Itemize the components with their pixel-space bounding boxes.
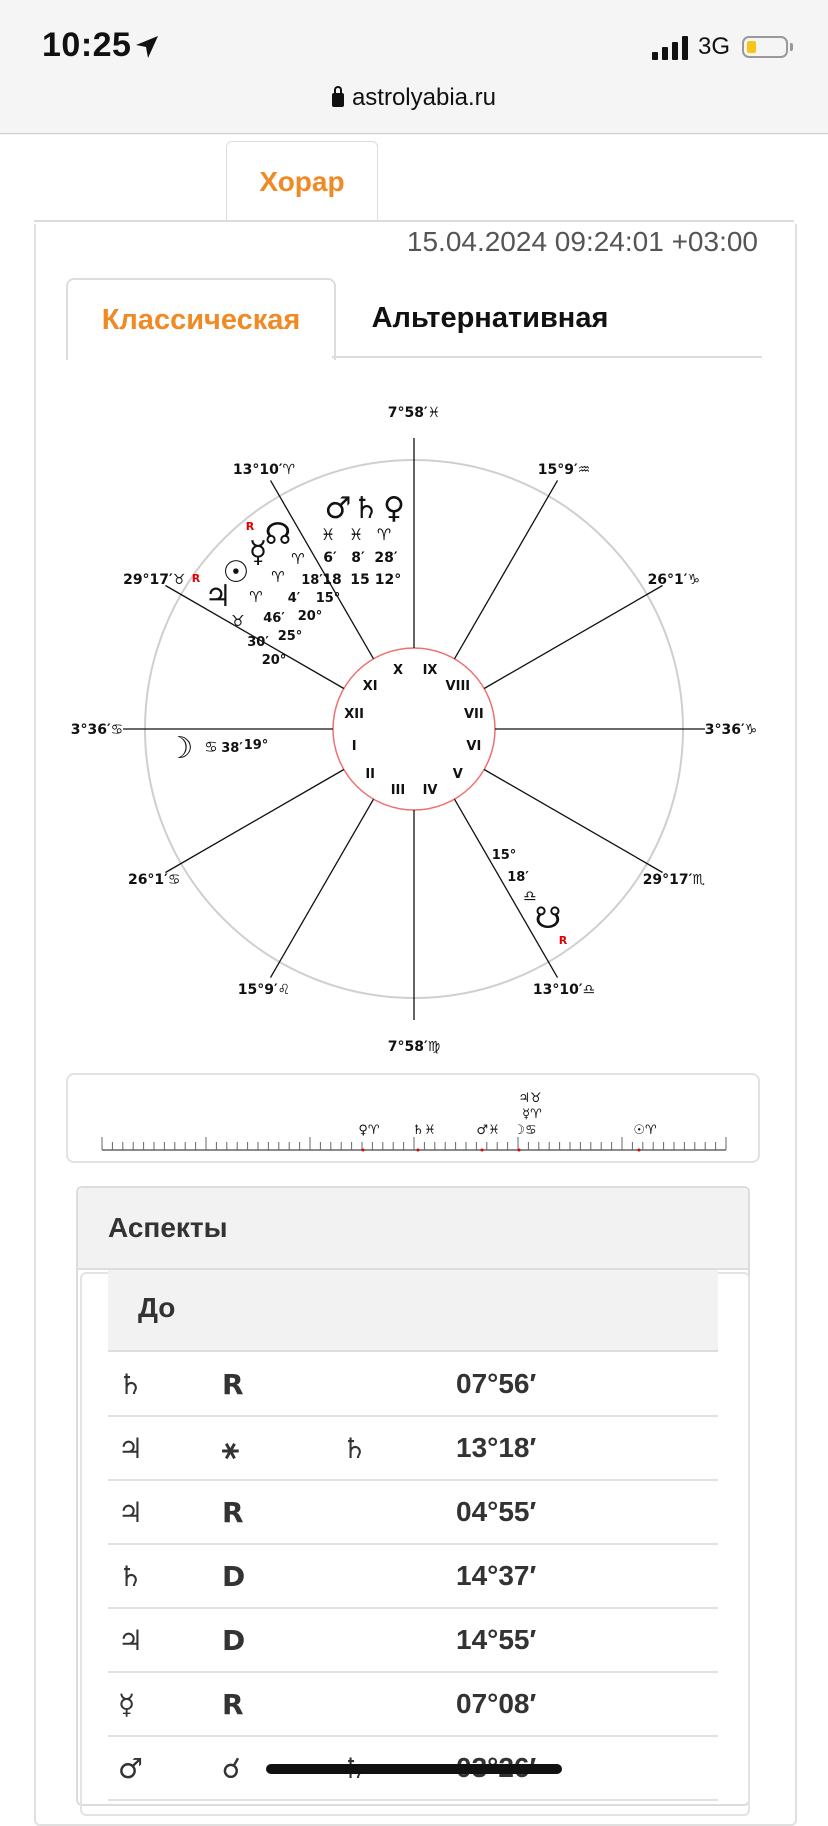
planet-sign: ♓ bbox=[348, 525, 364, 544]
cusp-label: 13°10′♈ bbox=[232, 462, 296, 479]
aspect-planet-1: ♄ bbox=[118, 1560, 144, 1593]
cusp-label: 15°9′♌ bbox=[237, 981, 291, 998]
planet-degrees: 15 bbox=[350, 572, 370, 588]
aspects-section-label: До bbox=[138, 1292, 176, 1323]
house-numerals bbox=[344, 663, 484, 798]
status-time: 10:25 bbox=[42, 26, 132, 64]
lock-icon bbox=[332, 93, 344, 107]
tab-classic[interactable]: Классическая bbox=[66, 278, 336, 360]
house-numeral: V bbox=[452, 766, 463, 782]
cusp-label: 7°58′♓ bbox=[387, 405, 441, 421]
cusp-line bbox=[165, 770, 343, 873]
house-numeral: X bbox=[392, 663, 403, 679]
zodiac-strip-scale bbox=[0, 1080, 828, 1160]
aspects-title: Аспекты bbox=[108, 1212, 228, 1243]
planet-degrees: 25° bbox=[277, 629, 303, 644]
aspect-type: ⚹ bbox=[222, 1432, 239, 1465]
aspect-planet-1: ♃ bbox=[118, 1432, 144, 1465]
cusp-label: 3°36′♋ bbox=[70, 722, 124, 738]
cusp-line bbox=[271, 799, 374, 977]
retrograde-flag: R bbox=[245, 520, 255, 533]
strip-marker bbox=[362, 1149, 365, 1152]
strip-marker bbox=[638, 1149, 641, 1152]
planet-degrees: 15° bbox=[315, 591, 341, 606]
planet-glyph: ♃ bbox=[204, 579, 232, 614]
address-bar[interactable] bbox=[0, 84, 828, 120]
cusp-label: 26°1′♋ bbox=[127, 872, 181, 888]
cusp-label: 3°36′♑ bbox=[704, 722, 758, 738]
aspect-row[interactable] bbox=[108, 1544, 718, 1609]
planet-glyph: ♂ bbox=[324, 491, 352, 526]
aspect-row[interactable] bbox=[108, 1672, 718, 1737]
url-text: astrolyabia.ru bbox=[351, 84, 497, 111]
planet-minutes: 18′ bbox=[507, 870, 529, 885]
planet-glyph: ☉ bbox=[222, 555, 250, 590]
strip-marker bbox=[417, 1149, 420, 1152]
network-type: 3G bbox=[698, 33, 731, 60]
retrograde-flag: R bbox=[191, 572, 201, 585]
aspect-row[interactable] bbox=[108, 1352, 718, 1417]
cusp-label: 7°58′♍ bbox=[387, 1039, 441, 1055]
aspect-planet-1: ♂ bbox=[118, 1752, 144, 1785]
aspects-section-header bbox=[108, 1270, 718, 1352]
planet-glyphs bbox=[167, 491, 568, 947]
planet-sign: ♈ bbox=[271, 568, 285, 586]
planet-sign: ♓ bbox=[320, 525, 336, 544]
tab-alternative[interactable]: Альтернативная bbox=[371, 302, 609, 334]
planet-glyph: ☋ bbox=[534, 901, 562, 936]
aspect-orb: 07°56′ bbox=[456, 1368, 537, 1399]
retrograde-flag: R bbox=[558, 934, 568, 947]
planet-sign: ♋ bbox=[204, 738, 218, 756]
strip-label: ♀♈ bbox=[358, 1123, 380, 1138]
cusp-line bbox=[455, 480, 558, 658]
house-numeral: VIII bbox=[445, 679, 471, 695]
planet-sign: ♉ bbox=[231, 612, 245, 630]
home-indicator[interactable] bbox=[266, 1764, 562, 1774]
house-numeral: XI bbox=[362, 679, 378, 695]
strip-label: ☿♈ bbox=[522, 1107, 542, 1122]
tabs-underline bbox=[34, 220, 794, 222]
aspect-orb: 14°37′ bbox=[456, 1560, 537, 1591]
strip-marker bbox=[518, 1149, 521, 1152]
house-numeral: IV bbox=[422, 782, 438, 798]
aspect-row[interactable] bbox=[108, 1480, 718, 1545]
aspect-type: R bbox=[222, 1368, 244, 1401]
aspect-type: D bbox=[222, 1624, 246, 1657]
cusp-lines bbox=[123, 438, 705, 1020]
aspect-type: R bbox=[222, 1496, 244, 1529]
planet-glyph: ☊ bbox=[264, 517, 292, 552]
horary-chart bbox=[0, 380, 828, 1060]
planet-degrees: 18 bbox=[322, 572, 342, 588]
strip-label: ♃♉ bbox=[518, 1091, 542, 1106]
strip-label: ♂♓ bbox=[476, 1123, 500, 1138]
planet-minutes: 46′ bbox=[263, 611, 285, 626]
aspect-type: R bbox=[222, 1688, 244, 1721]
house-numeral: VI bbox=[466, 739, 482, 755]
planet-degrees: 20° bbox=[297, 609, 323, 624]
cusp-line bbox=[484, 586, 662, 689]
planet-sign: ♈ bbox=[291, 550, 305, 568]
house-numeral: XII bbox=[344, 706, 364, 722]
cusp-label: 15°9′♒ bbox=[537, 462, 591, 479]
planet-minutes: 28′ bbox=[374, 550, 398, 566]
aspect-orb: 14°55′ bbox=[456, 1624, 537, 1655]
cusp-label: 26°1′♑ bbox=[647, 572, 701, 588]
house-numeral: IX bbox=[422, 663, 438, 679]
inner-tabs-underline bbox=[332, 356, 762, 358]
chart-datetime: 15.04.2024 09:24:01 +03:00 bbox=[406, 226, 758, 257]
planet-minutes: 30′ bbox=[247, 635, 269, 650]
planet-minutes: 4′ bbox=[287, 591, 301, 606]
aspect-row[interactable] bbox=[108, 1608, 718, 1673]
aspect-planet-1: ♄ bbox=[118, 1368, 144, 1401]
planet-minutes: 38′ bbox=[221, 741, 243, 756]
house-numeral: VII bbox=[464, 706, 484, 722]
strip-label: ♄♓ bbox=[412, 1123, 436, 1138]
planet-sign: ♈ bbox=[249, 588, 263, 606]
aspect-type: ☌ bbox=[222, 1752, 241, 1785]
aspect-row[interactable] bbox=[108, 1416, 718, 1481]
aspect-orb: 04°55′ bbox=[456, 1496, 537, 1527]
planet-minutes: 6′ bbox=[323, 550, 337, 566]
aspects-header[interactable] bbox=[78, 1188, 748, 1270]
strip-marker bbox=[481, 1149, 484, 1152]
inner-circle bbox=[333, 648, 495, 810]
planet-sign: ♎ bbox=[523, 887, 537, 905]
planet-glyph: ♀ bbox=[383, 491, 405, 526]
planet-degrees: 15° bbox=[491, 848, 517, 863]
battery-icon bbox=[742, 36, 788, 58]
aspect-type: D bbox=[222, 1560, 246, 1593]
planet-degrees: 19° bbox=[243, 738, 269, 753]
strip-label: ☉♈ bbox=[633, 1123, 657, 1138]
house-numeral: I bbox=[351, 739, 357, 755]
battery-tip bbox=[790, 43, 793, 51]
house-numeral: III bbox=[390, 782, 406, 798]
planet-minutes: 18′ bbox=[301, 573, 323, 588]
planet-degrees: 12° bbox=[374, 572, 402, 588]
strip-label: ☽♋ bbox=[513, 1123, 537, 1138]
aspect-orb: 07°08′ bbox=[456, 1688, 537, 1719]
aspect-orb: 13°18′ bbox=[456, 1432, 537, 1463]
location-arrow-icon bbox=[134, 34, 160, 60]
planet-glyph: ☿ bbox=[248, 535, 268, 570]
aspect-planet-2: ♄ bbox=[342, 1432, 368, 1465]
house-numeral: II bbox=[365, 766, 376, 782]
planet-minutes: 8′ bbox=[351, 550, 365, 566]
divider bbox=[0, 133, 828, 134]
cusp-line bbox=[455, 799, 558, 977]
planet-glyph: ♄ bbox=[352, 491, 380, 526]
cellular-signal-icon bbox=[652, 36, 690, 60]
aspect-planet-1: ♃ bbox=[118, 1624, 144, 1657]
tab-horary[interactable]: Хорар bbox=[226, 141, 378, 222]
planet-glyph: ☽ bbox=[166, 731, 194, 766]
planet-degrees: 20° bbox=[261, 653, 287, 668]
cusp-label: 29°17′♏ bbox=[642, 872, 705, 888]
aspect-planet-1: ☿ bbox=[118, 1688, 136, 1721]
aspect-planet-1: ♃ bbox=[118, 1496, 144, 1529]
planet-sign: ♈ bbox=[376, 525, 392, 544]
cusp-label: 13°10′♎ bbox=[532, 981, 596, 998]
cusp-label: 29°17′♉ bbox=[123, 572, 186, 588]
